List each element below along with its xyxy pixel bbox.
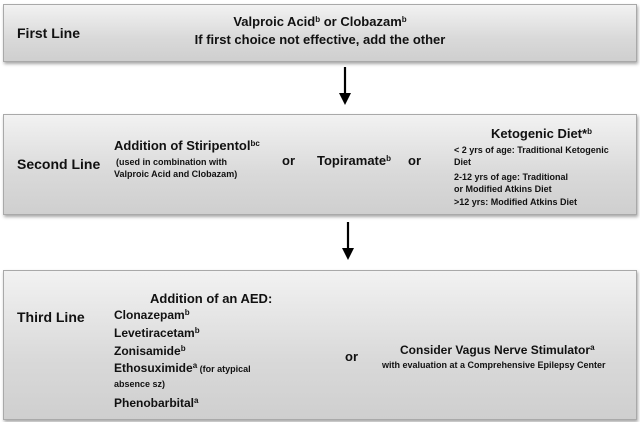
ketogenic-age-1b: Diet [454, 157, 472, 167]
first-line-instruction: If first choice not effective, add the other [194, 32, 446, 47]
second-line-label: Second Line [17, 156, 101, 172]
drug-clonazepam: Clonazepam$^b$ [114, 308, 190, 322]
first-line-drugs [4, 14, 636, 29]
ethosuximide-note: (for atypical [197, 364, 251, 374]
ketogenic-age-3: >12 yrs: Modified Atkins Diet [454, 197, 577, 207]
aed-title: Addition of an AED: [150, 291, 273, 306]
or-connector-1: or [282, 153, 295, 168]
valproic-acid: Valproic Acid [233, 14, 316, 29]
stiripentol-footnote: bc [250, 139, 260, 148]
ketogenic-footnote: b [587, 127, 592, 136]
ketogenic-diet-title: Ketogenic Diet*$^b$ [491, 126, 592, 141]
or-connector-3: or [345, 349, 358, 364]
stiripentol-note-1: (used in combination with [116, 157, 227, 167]
clobazam: or Clobazam [320, 14, 402, 29]
stiripentol-note-2: Valproic Acid and Clobazam) [114, 169, 238, 179]
arrow-down-icon [340, 222, 356, 262]
ketogenic-age-1: < 2 yrs of age: Traditional Ketogenic [454, 145, 609, 155]
ethosuximide-note-2: absence sz) [114, 379, 166, 389]
stiripentol-option: Addition of Stiripentol$^{bc}$ [114, 138, 260, 153]
valproic-acid-footnote: b [315, 15, 321, 24]
third-line-box [3, 270, 637, 420]
arrow-down-icon [337, 67, 353, 107]
third-line-label: Third Line [17, 309, 85, 325]
or-connector-2: or [408, 153, 421, 168]
clobazam-footnote: b [401, 15, 407, 24]
drug-phenobarbital: Phenobarbital$^a$ [114, 396, 199, 410]
drug-levetiracetam: Levetiracetam$^b$ [114, 326, 200, 340]
vns-note: with evaluation at a Comprehensive Epilepsy Center [382, 360, 606, 370]
first-line-box [3, 4, 637, 62]
topiramate-option: Topiramate$^b$ [317, 153, 391, 168]
ketogenic-age-2b: or Modified Atkins Diet [454, 184, 552, 194]
vns-option: Consider Vagus Nerve Stimulator$^a$ [400, 343, 595, 357]
drug-zonisamide: Zonisamide$^b$ [114, 344, 186, 358]
first-line-label: First Line [17, 25, 81, 41]
second-line-box [3, 114, 637, 215]
drug-ethosuximide: Ethosuximide$^a$ (for atypical [114, 361, 251, 375]
topiramate-footnote: b [386, 154, 391, 163]
ketogenic-age-2: 2-12 yrs of age: Traditional [454, 172, 569, 182]
vns-footnote: a [590, 343, 595, 352]
